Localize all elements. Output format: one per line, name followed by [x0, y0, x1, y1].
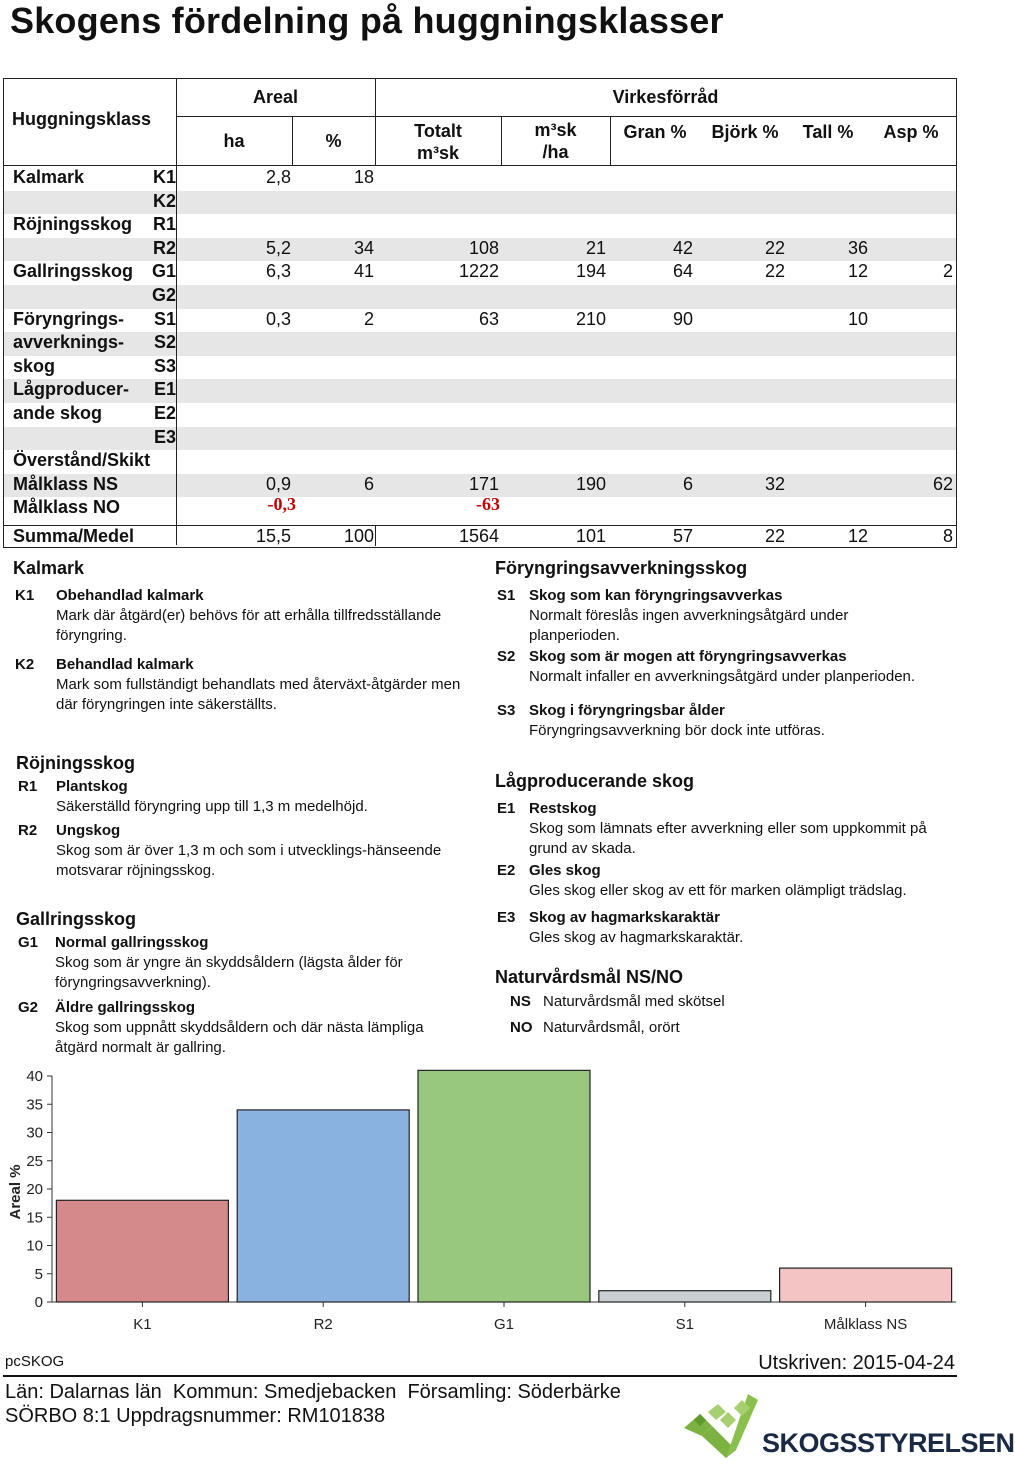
legend-item-desc: Skog som lämnats efter avverkning eller som uppkommit på	[529, 820, 927, 837]
sum-label: Summa/Medel	[13, 526, 135, 546]
cell-tot: 63	[478, 308, 499, 329]
legend-item-name: Skog som är mogen att föryngringsavverkas	[529, 648, 847, 665]
bar-0	[56, 1200, 228, 1302]
row-code: R1	[152, 214, 176, 235]
legend-code: S3	[497, 702, 516, 719]
row-label: skog	[13, 355, 56, 376]
header-bjork: Björk %	[711, 122, 779, 142]
legend-item-desc: föryngring.	[56, 626, 127, 644]
header-huggningsklass: Huggningsklass	[12, 109, 152, 129]
legend-code: R2	[18, 822, 38, 839]
y-tick-label: 20	[26, 1181, 43, 1198]
header-totalt: Totalt	[414, 121, 462, 141]
row-code: E2	[153, 403, 176, 423]
legend-code: G2	[18, 999, 39, 1016]
header-tall: Tall %	[802, 122, 854, 142]
row-label: Målklass NO	[13, 497, 121, 518]
legend-item-name: Gles skog	[529, 862, 601, 879]
legend-code: E2	[497, 862, 516, 879]
cell-ha: 2,8	[265, 167, 291, 187]
row-code: S3	[153, 355, 176, 376]
legend-item-desc: där föryngringen inte säkerställts.	[56, 695, 277, 713]
row-code: G1	[151, 261, 176, 282]
legend-code: R1	[18, 778, 38, 795]
header-pct: %	[325, 131, 342, 151]
sum-per-ha: 101	[575, 526, 606, 546]
cell-asp: 62	[932, 473, 953, 494]
cell-perha: 194	[575, 261, 606, 282]
y-tick-label: 25	[26, 1152, 43, 1170]
legend-item-name: Äldre gallringsskog	[55, 999, 196, 1016]
location-line: Län: Dalarnas län Kommun: Smedjebacken Församling: Söderbärke	[5, 1381, 621, 1403]
row-code: E3	[153, 426, 176, 447]
row-label: ande skog	[13, 403, 103, 423]
row-code: K1	[152, 167, 176, 187]
y-tick-label: 15	[26, 1209, 43, 1227]
legend-code: K1	[15, 587, 35, 604]
y-tick-label: 0	[34, 1294, 43, 1311]
cell-gran: 42	[672, 237, 693, 258]
y-tick-label: 10	[26, 1237, 43, 1255]
cell-gran: 6	[682, 473, 693, 494]
legend-item-name: Skog av hagmarkskaraktär	[529, 909, 720, 926]
cell-perha: 210	[575, 308, 606, 329]
legend-item-desc: Gles skog eller skog av ett för marken olämpligt trädslag.	[529, 882, 907, 899]
bar-4	[780, 1268, 952, 1302]
row-label: Lågproducer-	[13, 379, 130, 400]
cell-tall: 10	[847, 308, 868, 329]
legend-item-desc: motsvarar röjningsskog.	[56, 861, 216, 879]
legend-item-name: Ungskog	[56, 822, 121, 839]
x-tick-label: S1	[675, 1316, 694, 1333]
legend-section-title: Lågproducerande skog	[495, 771, 695, 791]
legend-code: S2	[497, 648, 516, 665]
sum-gran: 57	[672, 526, 693, 546]
x-tick-label: R2	[313, 1316, 333, 1333]
row-label: Kalmark	[13, 167, 85, 187]
huggningsklass-table	[3, 78, 957, 548]
legend-item-desc: Mark som fullständigt behandlats med återväxt-åtgärder men	[56, 676, 461, 693]
header-areal: Areal	[252, 87, 299, 107]
sum-ha: 15,5	[255, 526, 291, 546]
legend-item-desc: Skog som uppnått skyddsåldern och där nästa lämpliga	[55, 1019, 424, 1036]
cell-bjork: 22	[764, 237, 785, 258]
row-label: Överstånd/Skikt	[13, 450, 151, 471]
header-asp: Asp %	[883, 122, 939, 142]
legend-item-name: Obehandlad kalmark	[56, 587, 204, 604]
page-title: Skogens fördelning på huggningsklasser	[10, 0, 724, 41]
adjust-ha: -0,3	[267, 494, 296, 514]
sum-totalt: 1564	[458, 526, 499, 546]
row-code: K2	[152, 190, 176, 211]
cell-gran: 64	[672, 261, 693, 282]
legend-item-desc: Skog som är yngre än skyddsåldern (lägsta ålder för	[55, 954, 403, 971]
y-tick-label: 5	[34, 1265, 43, 1283]
cell-tot: 171	[468, 473, 499, 494]
row-label: avverknings-	[13, 332, 125, 353]
cell-tot: 108	[468, 237, 499, 258]
cell-tot: 1222	[458, 261, 499, 282]
cell-asp: 2	[942, 261, 953, 282]
row-label: Föryngrings-	[13, 308, 124, 329]
header-per-ha-unit: /ha	[542, 142, 569, 162]
x-tick-label: G1	[493, 1316, 515, 1333]
legend-item-desc: Skog som är över 1,3 m och som i utvecklings-hänseende	[56, 842, 442, 859]
legend-item-desc: planperioden.	[529, 626, 620, 644]
header-gran: Gran %	[623, 122, 687, 142]
program-name: pcSKOG	[5, 1353, 65, 1370]
cell-bjork: 22	[764, 261, 785, 282]
legend-code: E1	[497, 800, 516, 817]
legend-code: G1	[18, 934, 39, 951]
bar-3	[599, 1291, 771, 1302]
legend-item-name: Plantskog	[56, 778, 128, 795]
legend-section-title: Kalmark	[13, 558, 85, 578]
legend-item-desc: Säkerställd föryngring upp till 1,3 m medelhöjd.	[56, 798, 368, 815]
legend-item-desc: Normalt infaller en avverkningsåtgärd under planperioden.	[529, 668, 916, 685]
legend-item-desc: grund av skada.	[529, 839, 636, 857]
legend-item-desc: föryngringsavverkning).	[55, 973, 211, 991]
cell-ha: 0,9	[265, 473, 291, 494]
sum-bjork: 22	[764, 526, 785, 546]
row-code: S2	[153, 332, 176, 353]
cell-perha: 190	[575, 473, 606, 494]
cell-pct: 34	[353, 237, 374, 258]
bar-2	[418, 1070, 590, 1302]
legend-item-name: Behandlad kalmark	[56, 656, 194, 673]
cell-pct: 2	[363, 308, 374, 329]
cell-ha: 5,2	[265, 237, 291, 258]
cell-ha: 0,3	[265, 308, 291, 329]
y-tick-label: 30	[26, 1124, 43, 1142]
legend-item-desc: Föryngringsavverkning bör dock inte utföras.	[529, 722, 825, 739]
sum-tall: 12	[847, 526, 868, 546]
row-code: E1	[153, 379, 176, 400]
cell-pct: 18	[353, 167, 374, 187]
legend-section-title: Röjningsskog	[16, 753, 136, 773]
legend-item-desc: åtgärd normalt är gallring.	[55, 1038, 226, 1056]
property-line: SÖRBO 8:1 Uppdragsnummer: RM101838	[5, 1405, 386, 1427]
row-label: Gallringsskog	[13, 261, 134, 282]
cell-ha: 6,3	[265, 261, 291, 282]
legend-item-desc: Gles skog av hagmarkskaraktär.	[529, 929, 744, 946]
x-tick-label: K1	[133, 1316, 152, 1333]
y-axis-label: Areal %	[7, 1164, 24, 1220]
y-tick-label: 40	[26, 1068, 43, 1085]
cell-perha: 21	[585, 237, 606, 258]
sum-asp: 8	[942, 526, 953, 546]
cell-pct: 6	[363, 473, 374, 494]
legend-item-name: Normal gallringsskog	[55, 934, 209, 951]
row-code: R2	[152, 237, 176, 258]
cell-tall: 12	[847, 261, 868, 282]
header-virkesforrad: Virkesförråd	[612, 87, 719, 107]
header-ha: ha	[223, 131, 245, 151]
row-code: G2	[151, 285, 176, 305]
legend-item-desc: Mark där åtgärd(er) behövs för att erhålla tillfredsställande	[56, 607, 442, 624]
legend-code: K2	[15, 656, 35, 673]
cell-gran: 90	[672, 308, 693, 329]
legend-code: NO	[510, 1019, 533, 1036]
row-code: S1	[153, 308, 176, 329]
legend-code: S1	[497, 587, 516, 604]
y-tick-label: 35	[26, 1096, 43, 1114]
header-per-ha: m³sk	[534, 120, 577, 140]
legend-item-name: Restskog	[529, 800, 597, 817]
legend-item-name: Skog i föryngringsbar ålder	[529, 702, 725, 719]
print-date: Utskriven: 2015-04-24	[758, 1352, 955, 1374]
areal-bar-chart	[0, 1062, 960, 1337]
legend-item-desc: Naturvårdsmål med skötsel	[543, 993, 725, 1010]
sum-pct: 100	[343, 526, 374, 546]
cell-tall: 36	[847, 237, 868, 258]
legend-item-desc: Normalt föreslås ingen avverkningsåtgärd under	[529, 607, 849, 624]
legend-section-title: Naturvårdsmål NS/NO	[495, 967, 684, 987]
legend-item-name: Skog som kan föryngringsavverkas	[529, 587, 783, 604]
bar-1	[237, 1110, 409, 1302]
cell-bjork: 32	[764, 473, 785, 494]
cell-pct: 41	[353, 261, 374, 282]
x-tick-label: Målklass NS	[823, 1316, 908, 1333]
legend-code: NS	[510, 993, 531, 1010]
legend-section-title: Gallringsskog	[16, 909, 137, 929]
adjust-totalt: -63	[476, 494, 500, 514]
legend-section-title: Föryngringsavverkningsskog	[495, 558, 748, 578]
row-label: Röjningsskog	[13, 214, 133, 235]
legend-code: E3	[497, 909, 516, 926]
legend-item-desc: Naturvårdsmål, orört	[543, 1019, 680, 1036]
header-totalt-unit: m³sk	[416, 143, 460, 163]
footer-divider	[3, 1375, 957, 1377]
logo-text: SKOGSSTYRELSEN	[762, 1428, 1015, 1458]
row-label: Målklass NS	[13, 473, 119, 494]
